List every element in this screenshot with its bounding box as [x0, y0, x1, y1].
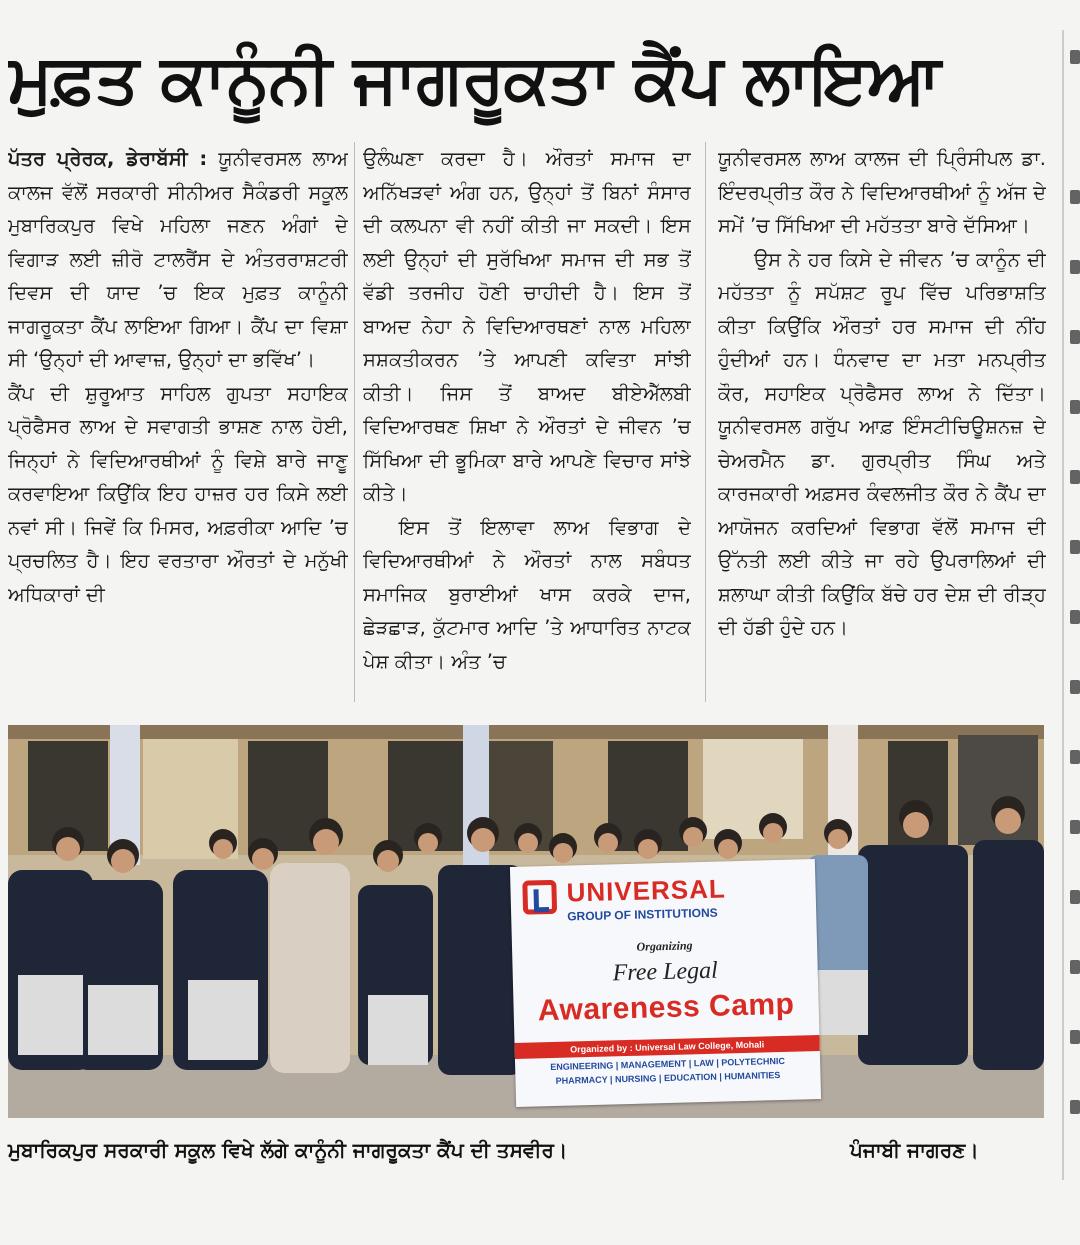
universal-logo-icon: [522, 880, 557, 915]
banner-free-legal: Free Legal: [612, 957, 719, 987]
photo-credit: ਪੰਜਾਬੀ ਜਾਗਰਣ।: [850, 1138, 979, 1162]
paragraph: ਉਲੰਘਣਾ ਕਰਦਾ ਹੈ। ਔਰਤਾਂ ਸਮਾਜ ਦਾ ਅਨਿੱਖੜਵਾਂ ਅੰਗ ਹਨ, ਉਨ੍ਹਾਂ ਤੋਂ ਬਿਨਾਂ ਸੰਸਾਰ ਦੀ ਕਲਪਨਾ ਵੀ ਨਹੀਂ ਕੀਤੀ ਜਾ ਸਕਦੀ। ਇਸ ਲਈ ਉਨ੍ਹਾਂ ਦੀ ਸੁਰੱਖਿਆ ਸਮਾਜ ਦੀ ਸਭ ਤੋਂ ਵੱਡੀ ਤਰਜੀਹ ਹੋਣੀ ਚਾਹੀਦੀ ਹੈ। ਇਸ ਤੋਂ ਬਾਅਦ ਨੇਹਾ ਨੇ ਵਿਦਿਆਰਥਣਾਂ ਨਾਲ ਮਹਿਲਾ ਸਸ਼ਕਤੀਕਰਨ ’ਤੇ ਆਪਣੀ ਕਵਿਤਾ ਸਾਂਝੀ ਕੀਤੀ। ਜਿਸ ਤੋਂ ਬਾਅਦ ਬੀਏਐੱਲਬੀ ਵਿਦਿਆਰਥਣ ਸ਼ਿਖਾ ਨੇ ਔਰਤਾਂ ਦੇ ਜੀਵਨ ’ਚ ਸਿੱਖਿਆ ਦੀ ਭੂਮਿਕਾ ਬਾਰੇ ਆਪਣੇ ਵਿਚਾਰ ਸਾਂਝੇ ਕੀਤੇ।: [363, 147, 691, 505]
group-photo: [8, 725, 1044, 1118]
cropped-glyph: [1070, 960, 1080, 974]
paragraph: ਉਸ ਨੇ ਹਰ ਕਿਸੇ ਦੇ ਜੀਵਨ ’ਚ ਕਾਨੂੰਨ ਦੀ ਮਹੱਤਤਾ ਨੂੰ ਸਪੱਸ਼ਟ ਰੂਪ ਵਿੱਚ ਪਰਿਭਾਸ਼ਤਿ ਕੀਤਾ ਕਿਉਂਕਿ ਔਰਤਾਂ ਹਰ ਸਮਾਜ ਦੀ ਨੀਂਹ ਹੁੰਦੀਆਂ ਹਨ। ਧੰਨਵਾਦ ਦਾ ਮਤਾ ਮਨਪ੍ਰੀਤ ਕੌਰ, ਸਹਾਇਕ ਪ੍ਰੋਫੈਸਰ ਲਾਅ ਨੇ ਦਿੱਤਾ। ਯੂਨੀਵਰਸਲ ਗਰੁੱਪ ਆਫ਼ ਇੰਸਟੀਚਿਊਸ਼ਨਜ਼ ਦੇ ਚੇਅਰਮੈਨ ਡਾ. ਗੁਰਪ੍ਰੀਤ ਸਿੰਘ ਅਤੇ ਕਾਰਜਕਾਰੀ ਅਫ਼ਸਰ ਕੰਵਲਜੀਤ ਕੌਰ ਨੇ ਕੈਂਪ ਦਾ ਆਯੋਜਨ ਕਰਦਿਆਂ ਵਿਭਾਗ ਵੱਲੋਂ ਸਮਾਜ ਦੀ ਉੱਨਤੀ ਲਈ ਕੀਤੇ ਜਾ ਰਹੇ ਉਪਰਾਲਿਆਂ ਦੀ ਸ਼ਲਾਘਾ ਕੀਤੀ ਕਿਉਂਕਿ ਬੱਚੇ ਹਰ ਦੇਸ਼ ਦੀ ਰੀੜ੍ਹ ਦੀ ਹੱਡੀ ਹੁੰਦੇ ਹਨ।: [718, 247, 1046, 639]
byline: ਪੱਤਰ ਪ੍ਰੇਰਕ, ਡੇਰਾਬੱਸੀ :: [8, 147, 208, 170]
cropped-glyph: [1070, 330, 1080, 344]
article-column-1: [8, 142, 348, 702]
cropped-glyph: [1070, 1030, 1080, 1044]
adjacent-article-edge: [1062, 30, 1080, 1180]
article-column-2: [363, 142, 691, 702]
photo-caption: ਮੁਬਾਰਿਕਪੁਰ ਸਰਕਾਰੀ ਸਕੂਲ ਵਿਖੇ ਲੱਗੇ ਕਾਨੂੰਨੀ ਜਾਗਰੂਕਤਾ ਕੈਂਪ ਦੀ ਤਸਵੀਰ।: [8, 1138, 568, 1162]
cropped-glyph: [1070, 50, 1080, 64]
institution-banner: [510, 859, 821, 1107]
article-column-3: [718, 142, 1046, 702]
banner-awareness-camp: Awareness Camp: [537, 987, 795, 1028]
paragraph: ਇਸ ਤੋਂ ਇਲਾਵਾ ਲਾਅ ਵਿਭਾਗ ਦੇ ਵਿਦਿਆਰਥੀਆਂ ਨੇ ਔਰਤਾਂ ਨਾਲ ਸਬੰਧਤ ਸਮਾਜਿਕ ਬੁਰਾਈਆਂ ਖਾਸ ਕਰਕੇ ਦਾਜ, ਛੇੜਛਾੜ, ਕੁੱਟਮਾਰ ਆਦਿ ’ਤੇ ਆਧਾਰਿਤ ਨਾਟਕ ਪੇਸ਼ ਕੀਤਾ। ਅੰਤ ’ਚ: [363, 515, 691, 673]
banner-organized-by: Organized by : Universal Law College, Mohali: [515, 1035, 820, 1059]
column-rule: [354, 142, 355, 702]
banner-organizing: Organizing: [636, 938, 693, 954]
cropped-glyph: [1070, 610, 1080, 624]
banner-brand: UNIVERSAL: [566, 873, 727, 908]
cropped-glyph: [1070, 400, 1080, 414]
cropped-glyph: [1070, 1100, 1080, 1114]
banner-programs-1: ENGINEERING | MANAGEMENT | LAW | POLYTECHNIC: [550, 1055, 786, 1073]
banner-subtitle: GROUP OF INSTITUTIONS: [567, 905, 718, 924]
cropped-glyph: [1070, 820, 1080, 834]
banner-programs-2: PHARMACY | NURSING | EDUCATION | HUMANITIES: [555, 1070, 781, 1086]
paragraph: ਕੈਂਪ ਦੀ ਸ਼ੁਰੂਆਤ ਸਾਹਿਲ ਗੁਪਤਾ ਸਹਾਇਕ ਪ੍ਰੋਫੈਸਰ ਲਾਅ ਦੇ ਸਵਾਗਤੀ ਭਾਸ਼ਣ ਨਾਲ ਹੋਈ, ਜਿਨ੍ਹਾਂ ਨੇ ਵਿਦਿਆਰਥੀਆਂ ਨੂੰ ਵਿਸ਼ੇ ਬਾਰੇ ਜਾਣੂ ਕਰਵਾਇਆ ਕਿਉਂਕਿ ਇਹ ਹਾਜ਼ਰ ਹਰ ਕਿਸੇ ਲਈ ਨਵਾਂ ਸੀ। ਜਿਵੇਂ ਕਿ ਮਿਸਰ, ਅਫ਼ਰੀਕਾ ਆਦਿ ’ਚ ਪ੍ਰਚਲਿਤ ਹੈ। ਇਹ ਵਰਤਾਰਾ ਔਰਤਾਂ ਦੇ ਮਨੁੱਖੀ ਅਧਿਕਾਰਾਂ ਦੀ: [8, 381, 348, 606]
column-rule: [705, 142, 706, 702]
paragraph: ਯੂਨੀਵਰਸਲ ਲਾਅ ਕਾਲਜ ਦੀ ਪ੍ਰਿੰਸੀਪਲ ਡਾ. ਇੰਦਰਪ੍ਰੀਤ ਕੌਰ ਨੇ ਵਿਦਿਆਰਥੀਆਂ ਨੂੰ ਅੱਜ ਦੇ ਸਮੇਂ ’ਚ ਸਿੱਖਿਆ ਦੀ ਮਹੱਤਤਾ ਬਾਰੇ ਦੱਸਿਆ।: [718, 147, 1046, 237]
cropped-glyph: [1070, 260, 1080, 274]
cropped-glyph: [1070, 750, 1080, 764]
cropped-glyph: [1070, 190, 1080, 204]
paragraph-text: ਯੂਨੀਵਰਸਲ ਲਾਅ ਕਾਲਜ ਵੱਲੋਂ ਸਰਕਾਰੀ ਸੀਨੀਅਰ ਸੈਕੰਡਰੀ ਸਕੂਲ ਮੁਬਾਰਿਕਪੁਰ ਵਿਖੇ ਮਹਿਲਾ ਜਣਨ ਅੰਗਾਂ ਦੇ ਵਿਗਾੜ ਲਈ ਜ਼ੀਰੋ ਟਾਲਰੈਂਸ ਦੇ ਅੰਤਰਰਾਸ਼ਟਰੀ ਦਿਵਸ ਦੀ ਯਾਦ ’ਚ ਇਕ ਮੁਫ਼ਤ ਕਾਨੂੰਨੀ ਜਾਗਰੂਕਤਾ ਕੈਂਪ ਲਾਇਆ ਗਿਆ। ਕੈਂਪ ਦਾ ਵਿਸ਼ਾ ਸੀ ‘ਉਨ੍ਹਾਂ ਦੀ ਆਵਾਜ਼, ਉਨ੍ਹਾਂ ਦਾ ਭਵਿੱਖ’।: [8, 147, 348, 371]
cropped-glyph: [1070, 680, 1080, 694]
cropped-glyph: [1070, 470, 1080, 484]
headline: ਮੁਫ਼ਤ ਕਾਨੂੰਨੀ ਜਾਗਰੂਕਤਾ ਕੈਂਪ ਲਾਇਆ: [8, 40, 940, 119]
top-clipped-strip: [0, 0, 1080, 14]
cropped-glyph: [1070, 890, 1080, 904]
cropped-glyph: [1070, 540, 1080, 554]
paragraph: [8, 142, 348, 377]
